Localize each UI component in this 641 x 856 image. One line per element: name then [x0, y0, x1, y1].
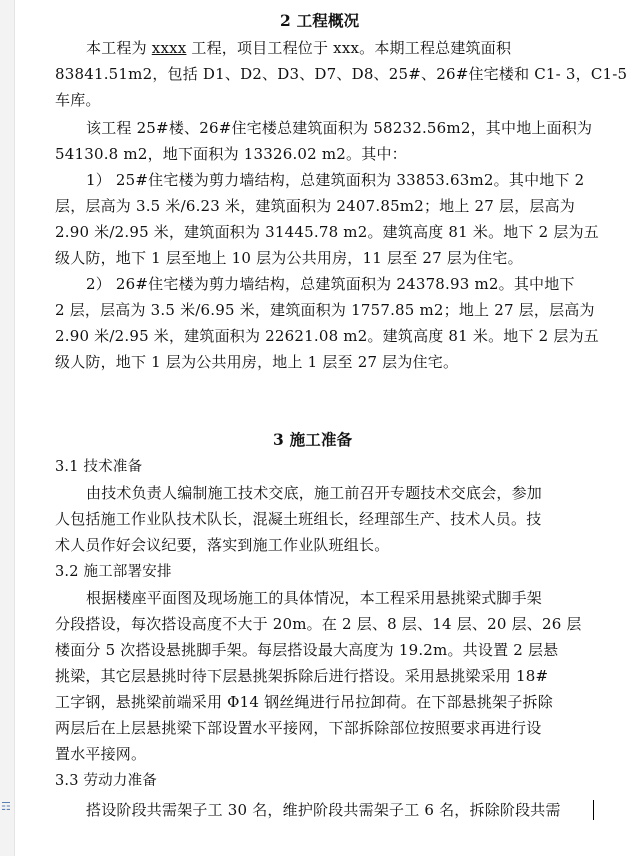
item1-line1: 1） 25#住宅楼为剪力墙结构，总建筑面积为 33853.63m2。其中地下 2	[86, 171, 585, 189]
s32-line4: 挑梁，其它层悬挑时待下层悬挑架拆除后进行搭设。采用悬挑梁采用 18#	[55, 667, 549, 685]
subsection-3-1-title: 3.1 技术准备	[55, 459, 143, 475]
section-3-title: 3 施工准备	[273, 430, 353, 449]
item2-line3: 2.90 米/2.95 米，建筑面积为 22621.08 m2。建筑高度 81 米。地下 2 层为五	[55, 327, 599, 345]
s32-line2: 分段搭设，每次搭设高度不大于 20m。在 2 层、8 层、14 层、20 层、26 层	[55, 615, 582, 633]
para1-line2: 83841.51m2，包括 D1、D2、D3、D7、D8、25#、26#住宅楼和 C1- 3，C1-5	[55, 65, 628, 83]
item1-line3: 2.90 米/2.95 米，建筑面积为 31445.78 m2。建筑高度 81 米。地下 2 层为五	[55, 223, 599, 241]
para1-line1	[86, 38, 511, 58]
item1-line2: 层，层高为 3.5 米/6.23 米，建筑面积为 2407.85m2；地上 27 层，层高为	[55, 197, 576, 215]
subsection-3-2-title: 3.2 施工部署安排	[55, 564, 172, 580]
para2-line2: 54130.8 m2，地下面积为 13326.02 m2。其中：	[55, 145, 407, 163]
s33-line1[interactable]: 搭设阶段共需架子工 30 名，维护阶段共需架子工 6 名，拆除阶段共需	[86, 801, 561, 819]
s31-line2: 人包括施工作业队技术队长，混凝土班组长，经理部生产、技术人员。技	[55, 510, 542, 528]
paragraph-anchor-icon[interactable]: ☶	[1, 800, 11, 813]
s32-line3: 楼面分 5 次搭设悬挑脚手架。每层搭设最大高度为 19.2m。共设置 2 层悬	[55, 641, 559, 659]
para1-line1-post: 工程，项目工程位于 xxx。本期工程总建筑面积	[186, 39, 512, 57]
section-2-title: 2 工程概况	[280, 11, 360, 30]
para2-line1: 该工程 25#楼、26#住宅楼总建筑面积为 58232.56m2，其中地上面积为	[86, 119, 593, 137]
text-cursor	[593, 800, 594, 820]
s31-line3: 术人员作好会议纪要，落实到施工作业队班组长。	[55, 536, 390, 554]
s32-line1: 根据楼座平面图及现场施工的具体情况，本工程采用悬挑梁式脚手架	[86, 589, 543, 607]
item1-line4: 级人防，地下 1 层至地上 10 层为公共用房，11 层至 27 层为住宅。	[55, 249, 523, 267]
s31-line1: 由技术负责人编制施工技术交底，施工前召开专题技术交底会，参加	[86, 484, 543, 502]
project-name: xxxx	[151, 39, 187, 57]
s32-line6: 两层后在上层悬挑梁下部设置水平接网，下部拆除部位按照要求再进行设	[55, 719, 542, 737]
left-margin-strip	[0, 0, 15, 856]
item2-line4: 级人防，地下 1 层为公共用房，地上 1 层至 27 层为住宅。	[55, 353, 459, 371]
s32-line5: 工字钢，悬挑梁前端采用 Φ14 钢丝绳进行吊拉卸荷。在下部悬挑架子拆除	[55, 693, 553, 711]
s32-line7: 置水平接网。	[55, 745, 147, 763]
item2-line2: 2 层，层高为 3.5 米/6.95 米，建筑面积为 1757.85 m2；地上 27 层，层高为	[55, 301, 595, 319]
item2-line1: 2） 26#住宅楼为剪力墙结构，总建筑面积为 24378.93 m2。其中地下	[86, 275, 575, 293]
para1-line3: 车库。	[55, 91, 101, 109]
para1-line1-pre: 本工程为	[86, 39, 152, 57]
subsection-3-3-title: 3.3 劳动力准备	[55, 773, 157, 789]
